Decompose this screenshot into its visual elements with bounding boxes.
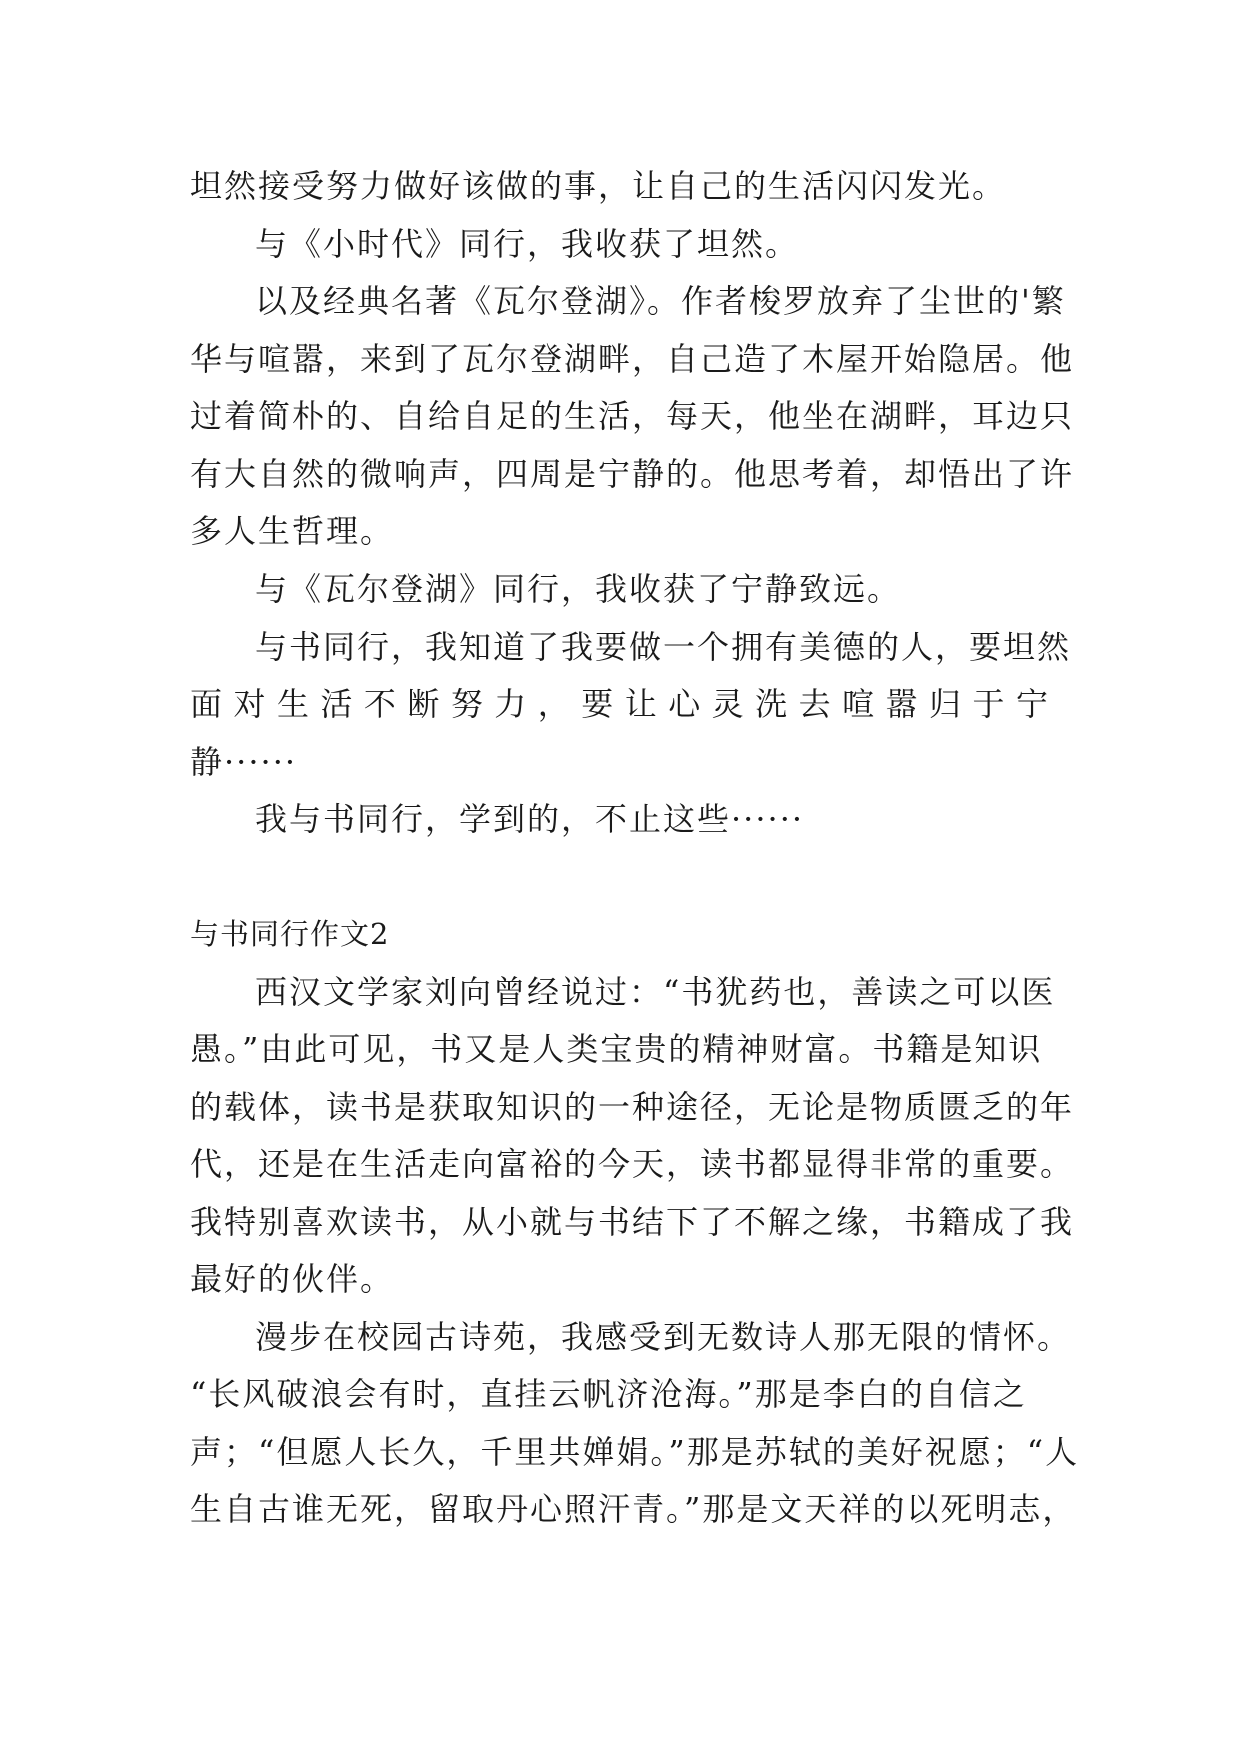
text-line: 愚。”由此可见，书又是人类宝贵的精神财富。书籍是知识 — [190, 1030, 1043, 1068]
text-line: 以及经典名著《瓦尔登湖》。作者梭罗放弃了尘世的'繁 — [255, 282, 1066, 320]
text-line: 的载体，读书是获取知识的一种途径，无论是物质匮乏的年 — [190, 1088, 1075, 1126]
text-line: 坦然接受努力做好该做的事，让自己的生活闪闪发光。 — [190, 167, 1007, 205]
text-line: 面对生活不断努力，要让心灵洗去喧嚣归于宁 — [190, 685, 1048, 723]
text-line: 多人生哲理。 — [190, 512, 395, 550]
text-line: 有大自然的微响声，四周是宁静的。他思考着，却悟出了许 — [190, 455, 1075, 493]
text-line: 过着简朴的、自给自足的生活，每天，他坐在湖畔，耳边只 — [190, 397, 1075, 435]
text-line: 最好的伙伴。 — [190, 1260, 395, 1298]
text-line: 生自古谁无死，留取丹心照汗青。”那是文天祥的以死明志， — [190, 1490, 1077, 1528]
text-line: 西汉文学家刘向曾经说过：“书犹药也，善读之可以医 — [255, 973, 1056, 1011]
text-line: 我与书同行，学到的，不止这些······ — [255, 800, 805, 838]
text-line: “长风破浪会有时，直挂云帆济沧海。”那是李白的自信之 — [190, 1375, 1027, 1413]
text-line: 与《小时代》同行，我收获了坦然。 — [255, 225, 800, 263]
section-heading: 与书同行作文2 — [190, 917, 390, 951]
text-line: 代，还是在生活走向富裕的今天，读书都显得非常的重要。 — [190, 1145, 1075, 1183]
text-line: 我特别喜欢读书，从小就与书结下了不解之缘，书籍成了我 — [190, 1203, 1075, 1241]
text-line: 漫步在校园古诗苑，我感受到无数诗人那无限的情怀。 — [255, 1318, 1072, 1356]
text-line: 声；“但愿人长久，千里共婵娟。”那是苏轼的美好祝愿；“人 — [190, 1433, 1080, 1471]
text-line: 静······ — [190, 743, 298, 781]
text-line: 华与喧嚣，来到了瓦尔登湖畔，自己造了木屋开始隐居。他 — [190, 340, 1075, 378]
text-line: 与书同行，我知道了我要做一个拥有美德的人，要坦然 — [255, 628, 1072, 666]
text-line: 与《瓦尔登湖》同行，我收获了宁静致远。 — [255, 570, 902, 608]
